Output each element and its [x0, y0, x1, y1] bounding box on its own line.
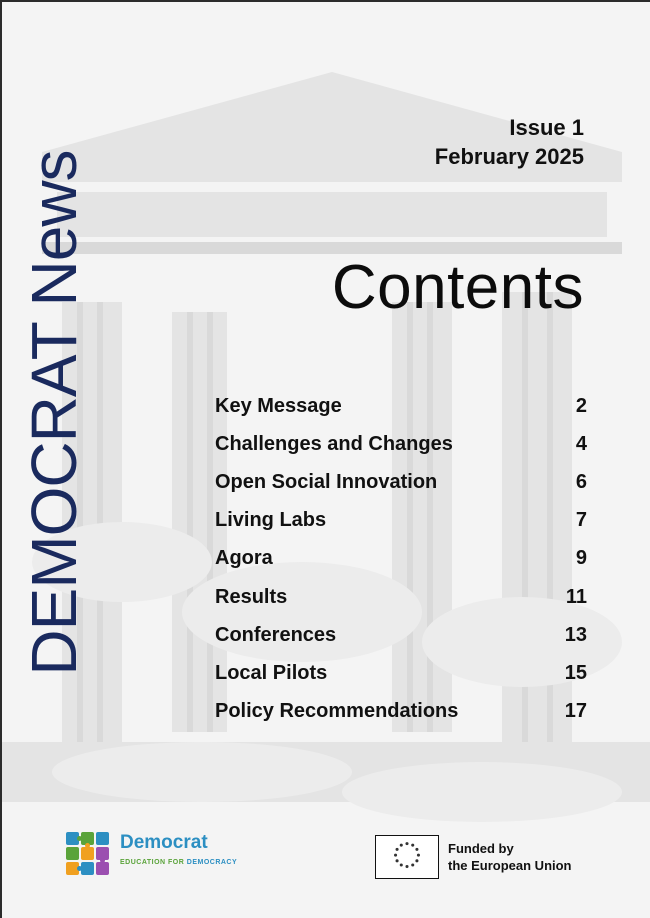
toc-item[interactable] [215, 693, 587, 731]
toc-item-label: Conferences [215, 623, 337, 646]
toc-item[interactable] [215, 540, 587, 578]
funding-line2: the European Union [448, 858, 572, 873]
toc-item[interactable] [215, 654, 587, 692]
toc-item-page: 11 [565, 585, 587, 608]
vertical-newsletter-title: DEMOCRAT News [18, 150, 90, 676]
toc-item-label: Challenges and Changes [215, 432, 453, 455]
toc-item-page: 13 [564, 623, 587, 646]
funding-line1: Funded by [448, 841, 514, 856]
funding-text [448, 840, 572, 874]
puzzle-logo-icon [62, 828, 114, 878]
table-of-contents [215, 387, 587, 731]
eu-flag-icon [375, 835, 439, 879]
toc-item-page: 6 [575, 470, 587, 493]
toc-item-page: 9 [575, 547, 587, 570]
toc-item-label: Policy Recommendations [215, 700, 459, 723]
toc-item[interactable] [215, 502, 587, 540]
issue-info [435, 113, 584, 171]
toc-item[interactable] [215, 425, 587, 463]
democrat-logo [62, 828, 242, 878]
issue-date: February 2025 [434, 144, 584, 169]
toc-item-label: Agora [215, 547, 273, 570]
logo-tagline [120, 859, 237, 866]
toc-item-page: 17 [564, 700, 587, 723]
toc-item-page: 7 [575, 509, 587, 532]
issue-number: Issue 1 [509, 115, 584, 140]
toc-item-label: Local Pilots [215, 661, 328, 684]
toc-item-page: 15 [564, 661, 587, 684]
toc-item[interactable] [215, 463, 587, 501]
toc-item-label: Open Social Innovation [215, 470, 438, 493]
contents-heading: Contents [331, 253, 584, 322]
toc-item-page: 4 [575, 432, 587, 455]
toc-item-label: Results [215, 585, 288, 608]
eu-funding-notice [375, 834, 572, 880]
toc-item[interactable] [215, 578, 587, 616]
toc-item-label: Key Message [215, 394, 342, 417]
toc-item[interactable] [215, 387, 587, 425]
logo-tagline-part2: DEMOCRACY [186, 859, 238, 866]
toc-item-label: Living Labs [215, 509, 327, 532]
logo-name: Democrat [120, 832, 208, 853]
toc-item-page: 2 [575, 394, 587, 417]
logo-tagline-part1: EDUCATION FOR [120, 859, 187, 866]
toc-item[interactable] [215, 616, 587, 654]
